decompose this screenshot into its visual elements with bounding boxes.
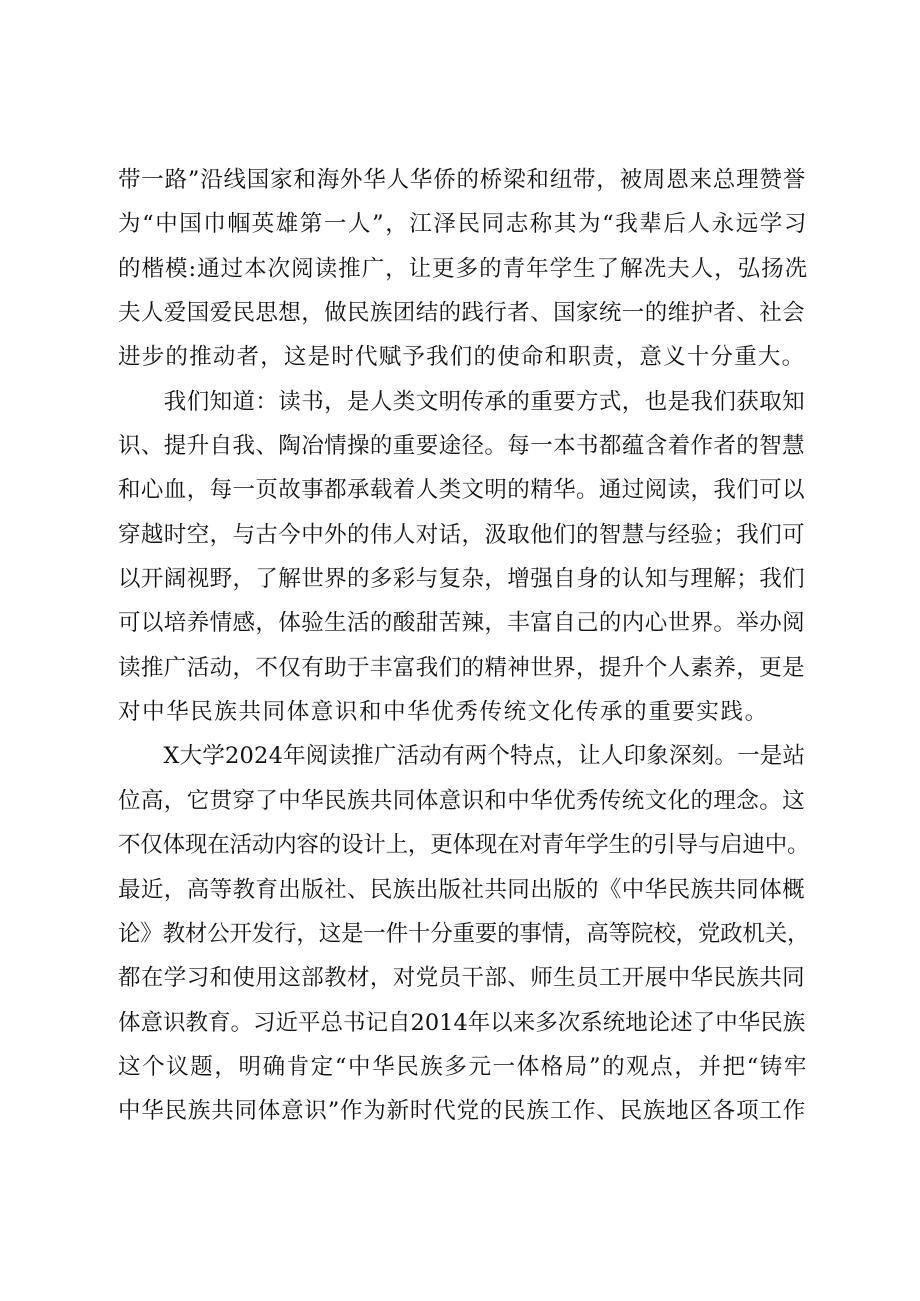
text-line: 的楷模:通过本次阅读推广，让更多的青年学生了解冼夫人，弘扬冼 [118, 255, 809, 282]
text-line: 进步的推动者，这是时代赋予我们的使命和职责，意义十分重大。 [118, 344, 806, 371]
text-line: 对中华民族共同体意识和中华优秀传统文化传承的重要实践。 [118, 699, 769, 726]
text-line: 都在学习和使用这部教材，对党员干部、师生员工开展中华民族共同 [118, 965, 806, 992]
text-line: 识、提升自我、陶冶情操的重要途径。每一本书都蕴含着作者的智慧 [118, 433, 806, 460]
text-line: 和心血，每一页故事都承载着人类文明的精华。通过阅读，我们可以 [118, 477, 806, 504]
text-line: 穿越时空，与古今中外的伟人对话，汲取他们的智慧与经验；我们可 [118, 521, 806, 548]
text-line: 读推广活动，不仅有助于丰富我们的精神世界，提升个人素养，更是 [118, 654, 806, 681]
text-line: 可以培养情感，体验生活的酸甜苦辣，丰富自己的内心世界。举办阅 [118, 610, 806, 637]
text-line: 带一路”沿线国家和海外华人华侨的桥梁和纽带，被周恩来总理赞誉 [118, 167, 807, 193]
text-line: 论》教材公开发行，这是一件十分重要的事情，高等院校，党政机关， [118, 920, 810, 947]
text-line: 为“中国巾帼英雄第一人”，江泽民同志称其为“我辈后人永远学习 [118, 211, 809, 238]
text-line: 以开阔视野，了解世界的多彩与复杂，增强自身的认知与理解；我们 [118, 566, 806, 593]
text-line: 位高，它贯穿了中华民族共同体意识和中华优秀传统文化的理念。这 [118, 787, 806, 814]
text-line: 中华民族共同体意识”作为新时代党的民族工作、民族地区各项工作 [118, 1098, 807, 1125]
text-line: X大学2024年阅读推广活动有两个特点，让人印象深刻。一是站 [118, 743, 806, 770]
text-line: 不仅体现在活动内容的设计上，更体现在对青年学生的引导与启迪中。 [118, 832, 810, 859]
text-line: 夫人爱国爱民思想，做民族团结的践行者、国家统一的维护者、社会 [118, 300, 806, 327]
text-line: 体意识教育。习近平总书记自2014年以来多次系统地论述了中华民族 [118, 1009, 806, 1036]
text-line: 我们知道：读书，是人类文明传承的重要方式，也是我们获取知 [118, 388, 806, 415]
text-line: 最近，高等教育出版社、民族出版社共同出版的《中华民族共同体概 [118, 876, 806, 903]
body-text [118, 158, 808, 1134]
text-line: 这个议题，明确肯定“中华民族多元一体格局”的观点，并把“铸牢 [118, 1053, 809, 1080]
